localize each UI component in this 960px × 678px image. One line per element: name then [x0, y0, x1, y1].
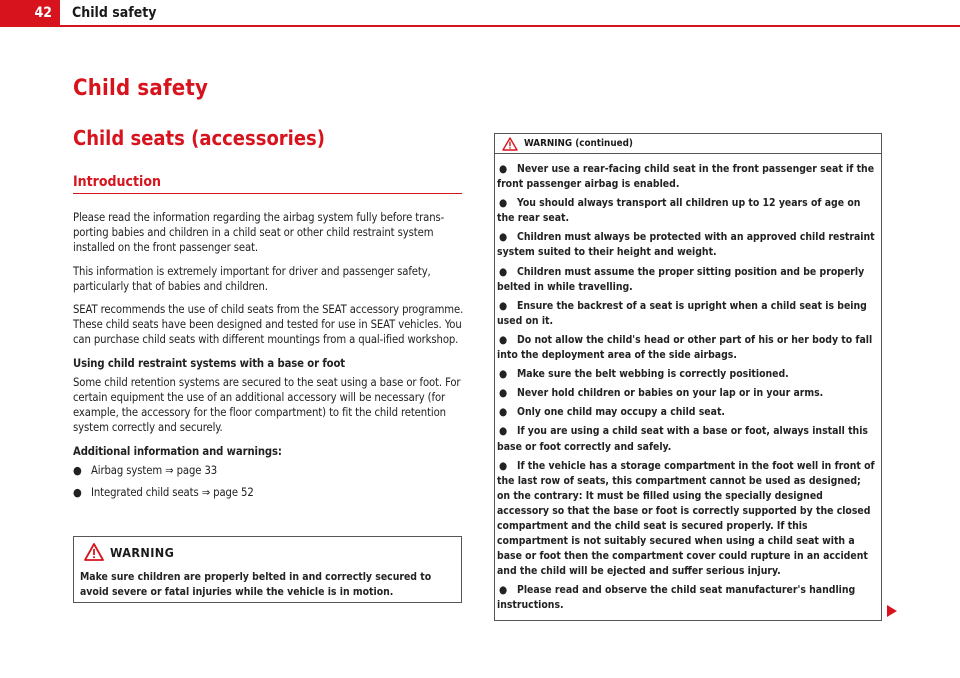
warning-list	[495, 162, 881, 618]
warning-item-text: Please read and observe the child seat manufacturer's handling instructions.	[497, 584, 856, 612]
warning-item-text: Children must always be protected with an approved child restraint system suited to their height and weight.	[497, 231, 875, 259]
bullet: ●	[499, 368, 508, 381]
warning-item-text: Ensure the backrest of a seat is upright when a child seat is being used on it.	[497, 299, 867, 327]
list-item	[497, 405, 877, 420]
header-rule	[0, 25, 960, 27]
bullet: ●	[499, 387, 508, 400]
warning-item-text: If you are using a child seat with a base or foot, always install this base or foot correctly and safely.	[497, 425, 868, 453]
base-section-text: Some child retention systems are secured to the seat using a base or foot. For certain equipment the use of an additional accessory will be necessary (for example, the accessory for the floor compartment) to fit the child retention system correctly and securely.	[73, 375, 461, 435]
warning-continued-label: WARNING (continued)	[524, 138, 633, 149]
bullet: ●	[499, 231, 508, 244]
reference-label: Airbag system	[91, 463, 163, 477]
list-item	[497, 230, 877, 260]
warning-item-text: Only one child may occupy a child seat.	[517, 406, 725, 419]
list-item	[73, 485, 465, 500]
subsection-title: Introduction	[73, 174, 161, 190]
base-section-title: Using child restraint systems with a base or foot	[73, 356, 346, 370]
bullet: ●	[73, 463, 82, 477]
list-item	[497, 299, 877, 329]
list-item	[497, 583, 877, 613]
warning-box	[73, 536, 462, 603]
list-item	[497, 459, 877, 580]
warning-triangle-icon	[84, 543, 104, 561]
left-column	[73, 210, 465, 507]
warning-continued-header	[495, 134, 881, 154]
intro-paragraph: This information is extremely important for driver and passenger safety, particularly that of babies and children.	[73, 264, 431, 293]
running-title: Child safety	[72, 5, 157, 21]
intro-paragraph: Please read the information regarding the airbag system fully before trans-porting babies and children in a child seat or other child restraint system installed on the front passenger seat.	[73, 211, 445, 255]
bullet: ●	[499, 265, 508, 278]
list-item	[73, 463, 465, 478]
list-item	[497, 196, 877, 226]
intro-paragraph: SEAT recommends the use of child seats from the SEAT accessory programme. These child seats have been designed and tested for use in SEAT vehicles. You can purchase child seats with different mountings from a qual-ified workshop.	[73, 303, 464, 347]
warning-continued-box	[494, 133, 882, 621]
page-reference-link[interactable]: page 33	[176, 463, 218, 477]
next-page-arrow-icon[interactable]	[886, 605, 898, 617]
reference-label: Integrated child seats	[91, 486, 199, 500]
additional-info-title: Additional information and warnings:	[73, 444, 282, 458]
page-header	[0, 0, 960, 28]
bullet: ●	[499, 163, 508, 175]
warning-item-text: Children must assume the proper sitting position and be properly belted in while travelling.	[497, 265, 865, 293]
bullet: ●	[73, 486, 82, 500]
chapter-title: Child safety	[73, 76, 209, 101]
bullet: ●	[499, 584, 508, 597]
warning-item-text: Never use a rear-facing child seat in the front passenger seat if the front passenger airbag is enabled.	[497, 163, 875, 191]
warning-item-text: Do not allow the child's head or other part of his or her body to fall into the deployment area of the side airbags.	[497, 333, 873, 362]
warning-item-text: You should always transport all children up to 12 years of age on the rear seat.	[497, 197, 861, 225]
warning-label: WARNING	[110, 545, 175, 560]
warning-text: Make sure children are properly belted in and correctly secured to avoid severe or fatal injuries while the vehicle is in motion.	[80, 571, 432, 598]
reference-arrow: ⇒	[201, 486, 211, 500]
list-item	[497, 386, 877, 401]
section-title: Child seats (accessories)	[73, 126, 325, 150]
page-reference-link[interactable]: page 52	[213, 486, 254, 500]
list-item	[497, 367, 877, 382]
page-number: 42	[0, 0, 60, 26]
warning-item-text: Never hold children or babies on your lap or in your arms.	[517, 387, 824, 400]
warning-header	[74, 537, 461, 565]
bullet: ●	[499, 197, 508, 210]
bullet: ●	[499, 459, 508, 472]
bullet: ●	[499, 406, 508, 419]
bullet: ●	[499, 425, 508, 438]
bullet: ●	[499, 333, 508, 346]
subsection-rule	[73, 193, 462, 194]
reference-arrow: ⇒	[165, 463, 174, 477]
warning-triangle-icon	[502, 137, 518, 151]
list-item	[497, 333, 877, 363]
list-item	[497, 265, 877, 295]
list-item	[497, 162, 877, 192]
warning-item-text: If the vehicle has a storage compartment in the foot well in front of the last row of seats, this compartment cannot be used as designed; on the contrary: It must be filled using the specially designed accessory so that the base or foot is correctly supported by the closed compartment and the child seat is secured properly. If this compartment is not suitably secured when using a child seat with a base or foot then the compartment cover could rupture in an accident and the child will be ejected and suffer serious injury.	[497, 459, 875, 578]
list-item	[497, 424, 877, 454]
bullet: ●	[499, 299, 508, 312]
warning-item-text: Make sure the belt webbing is correctly positioned.	[517, 368, 789, 381]
